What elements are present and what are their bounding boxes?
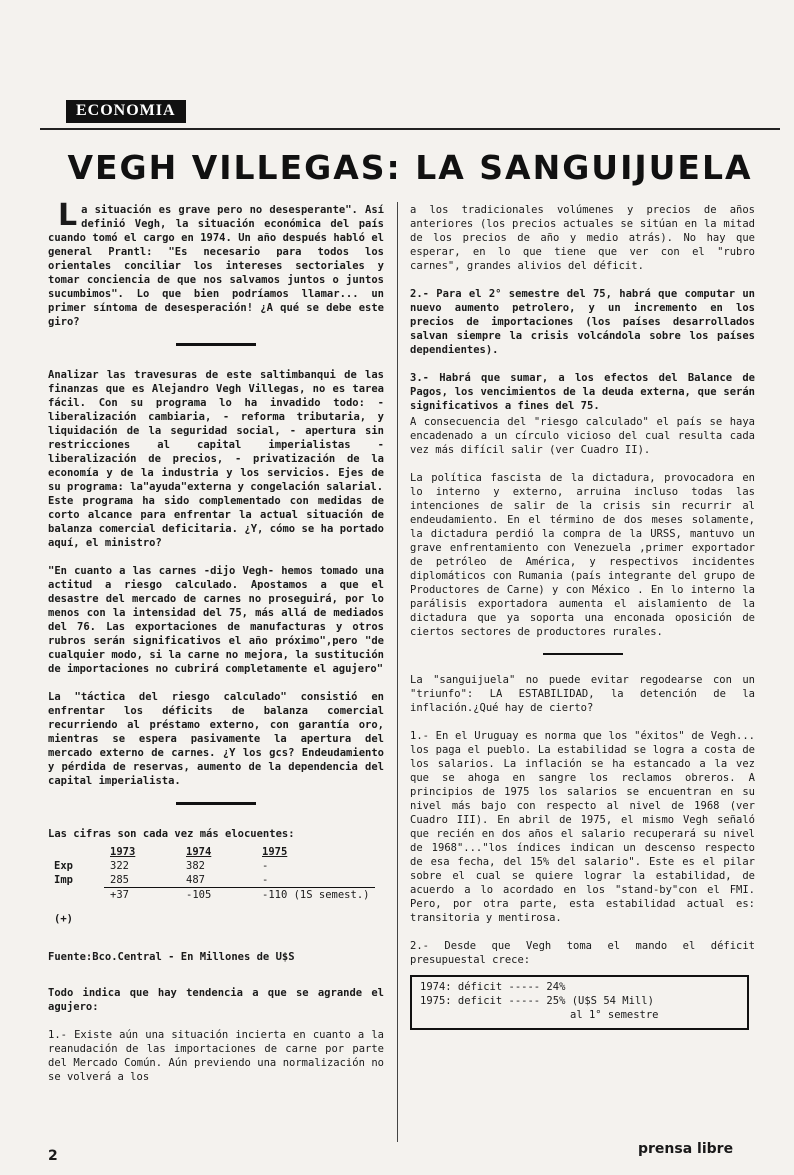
table-row [48,873,375,888]
table-row [48,859,375,873]
source-note: Fuente:Bco.Central - En Millones de U$S [48,951,295,963]
paragraph: Todo indica que hay tendencia a que se agrande el agujero: [48,987,384,1013]
row-label [48,888,104,903]
paragraph: A consecuencia del "riesgo calculado" el país se haya encadenado a un círculo vicioso del cual resulta cada vez más difícil salir (ver Cuadro II). [410,416,755,456]
deficit-line: al 1° semestre [570,1009,659,1021]
cifras-table [48,845,375,926]
right-column [410,203,755,1030]
paragraph: 3.- Habrá que sumar, a los efectos del Balance de Pagos, los vencimientos de la deuda externa, que serán significativos a fines del 75. [410,372,755,412]
separator-rule [176,343,256,346]
year-header: 1975 [262,846,288,858]
deficit-line: 1975: deficit ----- 25% (U$S 54 Mill) [420,995,654,1007]
deficit-box [410,975,749,1030]
paragraph: 2.- Para el 2° semestre del 75, habrá que computar un nuevo aumento petrolero, y un incremento en los precios de importaciones (los países desarrollados salvan siempre la crisis volcándola sobre los países dependientes). [410,288,755,356]
year-header: 1974 [186,846,212,858]
table-cell: 322 [110,860,129,872]
table-cell: - [256,873,375,888]
intro-text: a situación es grave pero no desesperante". Así definió Vegh, la situación económica del país cuando tomó el cargo en 1974. Un año después habló el general Prantl: "Es necesario para todos los orientales conciliar los intereses sectoriales y tomar conciencia de que nos salvamos juntos o juntos sucumbimos". Lo que bien podríamos llamar... un primer síntoma de desesperación! ¿A qué se debe este giro? [48,204,384,328]
table-row [48,845,375,859]
section-tag: ECONOMIA [66,100,186,123]
table-cell: 285 [104,873,180,888]
cifras-title: Las cifras son cada vez más elocuentes: [48,828,295,840]
table-cell: +37 [110,889,129,901]
table-cell: 487 [180,873,256,888]
paragraph: a los tradicionales volúmenes y precios de años anteriores (los precios actuales se sitúan en la mitad de los precios de año y medio atrás). No hay que esperar, en lo que tiene que ver con el "rubro carnes", grandes alivios del déficit. [410,204,755,272]
separator-rule [176,802,256,805]
top-rule [40,128,780,130]
paragraph: La política fascista de la dictadura, provocadora en lo interno y externo, arruina incluso todas las intenciones de salir de la crisis sin recurrir al endeudamiento. En el término de dos meses solamente, la dictadura perdió la compra de la URSS, mantuvo un grave enfrentamiento con Venezuela ,primer exportador de petróleo de América, y respectivos incidentes diplomáticos con Rumania (país integrante del grupo de Productores de Carne) y con México . En lo interno la parálisis exportadora aumenta el aislamiento de la dictadura que ya soporta una enconada oposición de ciertos sectores de productores rurales. [410,472,755,638]
table-cell: 382 [186,860,205,872]
table-cell: -110 (1S semest.) [262,889,370,901]
paragraph: "En cuanto a las carnes -dijo Vegh- hemos tomado una actitud a riesgo calculado. Apostamos a que el desastre del mercado de carnes no proseguirá, por lo menos con la intensidad del 75, más allá de mediados del 76. Las exportaciones de manufacturas y otros rubros serán significativos el año próximo",pero "de cualquier modo, si la carne no mejora, la sustitución de importaciones no cubrirá completamente el agujero" [48,565,384,675]
intro-paragraph [48,198,384,329]
table-cell: - [262,860,269,872]
left-column [48,198,384,1098]
paragraph: 2.- Desde que Vegh toma el mando el déficit presupuestal crece: [410,940,755,966]
paragraph: Analizar las travesuras de este saltimbanqui de las finanzas que es Alejandro Vegh Villegas, no es tarea fácil. Con su programa lo ha invadido todo: - liberalización cambiaria, - reforma tributaria, y liquidación de la seguridad social, - apertura sin restricciones al capital imperialistas - liberalización de precios, - privatización de la economía y de la industria y los servicios. Ejes de su programa: la"ayuda"externa y congelación salarial. [48,369,384,493]
paragraph: Este programa ha sido complementado con medidas de corto alcance para enfrentar la actual situación de balanza comercial deficitaria. ¿Y, cómo se ha portado aquí, el ministro? [48,495,384,549]
paragraph: 1.- Existe aún una situación incierta en cuanto a la reanudación de las importaciones de carne por parte del Mercado Común. Aún previendo una normalización no se volverá a los [48,1029,384,1083]
deficit-line: 1974: déficit ----- 24% [420,981,566,993]
paragraph: La "sanguijuela" no puede evitar regodearse con un "triunfo": LA ESTABILIDAD, la detención de la inflación.¿Qué hay de cierto? [410,674,755,714]
paragraph: La "táctica del riesgo calculado" consistió en enfrentar los déficits de balanza comercial recurriendo al préstamo externo, con garantía oro, mientras se espera pasivamente la apertura del mercado externo de carnes. ¿Y los gcs? Endeudamiento y pérdida de reservas, aumento de la dependencia del capital imperialista. [48,691,384,787]
row-label: Imp [54,874,73,887]
page-number: 2 [48,1148,58,1164]
dropcap: L [58,198,78,233]
year-header: 1973 [110,846,136,858]
publication-name: prensa libre [638,1141,734,1157]
table-cell: -105 [186,889,212,901]
paragraph: 1.- En el Uruguay es norma que los "éxitos" de Vegh... los paga el pueblo. La estabilidad se logra a costa de los salarios. La inflación se ha estancado a la vez que se ahoga en sangre los reclamos obreros. A principios de 1975 los salarios se encuentran en su nivel más bajo con respecto al nivel de 1968 (ver Cuadro III). En abril de 1975, el mismo Vegh señaló que recién en dos años el salario recuperará su nivel de 1968"..."los índices indican un descenso respecto de esa fecha, del 15% del salario". Este es el pilar sobre el cual se quiere lograr la estabilidad, de acuerdo a lo acordado en los "stand-by"con el FMI. Pero, por otra parte, esta estabilidad actual es: transitoria y mentirosa. [410,730,755,924]
headline: VEGH VILLEGAS: LA SANGUIJUELA [67,148,753,187]
row-label: Exp [54,860,73,872]
table-row [48,888,375,903]
plus-marker: (+) [54,913,73,925]
separator-rule [543,653,623,655]
column-divider [397,202,398,1142]
table-row [48,902,375,926]
